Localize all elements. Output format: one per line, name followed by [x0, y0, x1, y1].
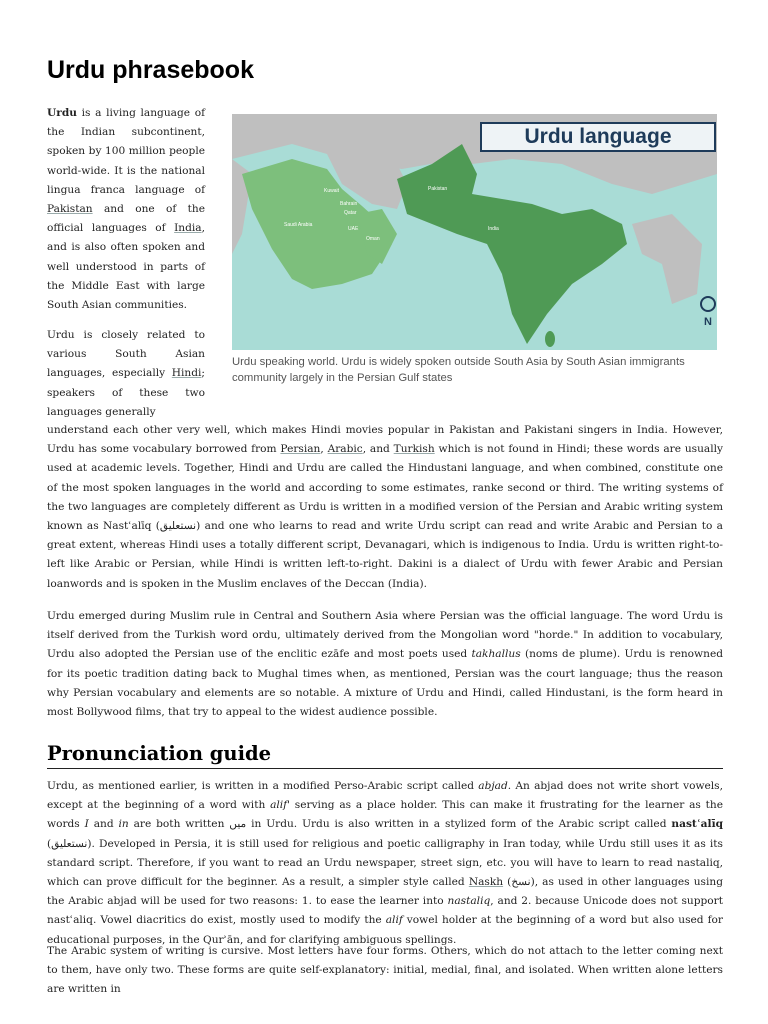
text: ' serving as a place holder. This can make it frustrating for the learner as the words	[47, 799, 723, 831]
intro-paragraph-2	[47, 326, 205, 422]
text: The Arabic system of writing is cursive. Most letters have four forms. Others, which do not attach to the letter coming next to them, have only two. These forms are quite self-explanatory: initial, medial, final, and isolated. When written alone letters are written in	[47, 945, 723, 996]
text: (نستعلیق). Developed in Persia, it is still used for religious and poetic calligraphy in Iran today, while Urdu still uses it as its standard script. Therefore, if you want to read an Urdu newspaper, street sign, etc. you will have to learn to read nastaliq, which can prove difficult for the beginner. As a result, a simpler style called	[47, 837, 723, 889]
label-saudi-arabia: Saudi Arabia	[284, 222, 313, 228]
pronunciation-paragraph-2	[47, 942, 723, 1000]
term-alif: alif	[270, 799, 288, 812]
label-pakistan: Pakistan	[428, 186, 448, 192]
text: and one of the official languages of	[47, 203, 205, 235]
term-takhallus: takhallus	[471, 648, 521, 661]
text: , and 2. because Unicode does not support nastʿaliq. Vowel diacritics do exist, mostly used to modify the	[47, 895, 723, 927]
text: , and	[362, 443, 394, 456]
text: Urdu, as mentioned earlier, is written in a modified Perso-Arabic script called	[47, 780, 479, 792]
map-caption: Urdu speaking world. Urdu is widely spoken outside South Asia by South Asian immigrants community largely in the Persian Gulf states	[232, 356, 685, 384]
intro-paragraph-3	[47, 607, 723, 722]
link-india[interactable]: India	[174, 222, 202, 235]
text: . An abjad does not write short vowels, except at the beginning of a word with	[47, 780, 723, 812]
term-nastaliq-italic: nastaliq	[447, 895, 491, 908]
land-sri-lanka	[545, 331, 555, 347]
text: which is not found in Hindi; these words are usually used at academic levels. Together, Hindi and Urdu are called the Hindustani language, and when combined, constitute one of the most spoken languages in the world and according to some estimates, ranke second or third. The writing systems of the two languages are completely different as Urdu is written in a modified version of the Persian and Arabic writing system known as Nastʿalīq (نستعلیق) and one who learns to read and write Urdu script can read and write Arabic and Persian to a great extent, whereas Hindi uses a totally different script, Devanagari, which is indigenous to India. Urdu is written right-to-left like Arabic or Persian, while Hindi is written left-to-right. Dakini is a dialect of Urdu with fewer Arabic and Persian loanwords and is spoken in the Muslim enclaves of the Deccan (India).	[47, 443, 724, 590]
link-pakistan[interactable]: Pakistan	[47, 203, 93, 216]
text: ; speakers of these two languages generally	[47, 367, 205, 418]
page-title: Urdu phrasebook	[47, 56, 254, 84]
term-abjad: abjad	[478, 780, 508, 792]
text: , and is also often spoken and well understood in parts of the Middle East with large South Asian communities.	[47, 222, 205, 312]
label-uae: UAE	[348, 226, 359, 232]
section-heading-pronunciation: Pronunciation guide	[47, 742, 723, 769]
text: ,	[320, 443, 328, 456]
term-alif-2: alif	[385, 914, 403, 927]
pronunciation-paragraph-1	[47, 777, 723, 950]
link-hindi[interactable]: Hindi	[171, 367, 202, 380]
map-figure	[232, 114, 717, 386]
term-i: I	[84, 818, 89, 831]
map-title: Urdu language	[480, 122, 716, 152]
text: (noms de plume). Urdu is renowned for its poetic tradition dating back to Mughal times when, as mentioned, Persian was the court language; thus the reason why Persian vocabulary and elements are so notable. A mixture of Urdu and Hindi, called Hindustani, is the form heard in most Bollywood films, that try to appeal to the widest audience possible.	[47, 648, 723, 719]
text: (نسخ), as used in other languages using the Arabic abjad will be used for two reasons: 1. to ease the learner into	[47, 876, 723, 908]
label-kuwait: Kuwait	[324, 188, 340, 194]
urdu-map-image[interactable]	[232, 114, 717, 350]
term-nastaliq: nastʿalīq	[671, 818, 723, 831]
intro-paragraph-1	[47, 104, 205, 315]
text: are both written میں in Urdu. Urdu is also written in a stylized form of the Arabic script called	[128, 818, 672, 831]
text: is a living language of the Indian subcontinent, spoken by 100 million people world-wide. It is the national lingua franca language of	[47, 107, 205, 196]
text: vowel holder at the beginning of a word but also used for educational purposes, in the Qurʾān, and for clarifying ambiguous spellings.	[47, 914, 723, 946]
label-india: India	[488, 226, 499, 232]
text: Urdu emerged during Muslim rule in Central and Southern Asia where Persian was the official language. The word Urdu is itself derived from the Turkish word ordu, ultimately derived from the Mongolian word "horde." In addition to vocabulary, Urdu also adopted the Persian use of the enclitic ezāfe and most poets used	[47, 610, 723, 661]
intro-paragraph-2-continued	[47, 421, 723, 594]
link-turkish[interactable]: Turkish	[393, 443, 435, 456]
text: Urdu is closely related to various South Asian languages, especially	[47, 329, 205, 380]
compass-icon	[700, 296, 716, 328]
compass-letter: N	[704, 316, 712, 328]
text: understand each other very well, which makes Hindi movies popular in Pakistan and Pakistani singers in India. However, Urdu has some vocabulary borrowed from	[47, 424, 723, 456]
term-in: in	[118, 818, 129, 831]
link-arabic[interactable]: Arabic	[327, 443, 363, 456]
text: and	[88, 818, 119, 831]
link-naskh[interactable]: Naskh	[468, 876, 504, 889]
link-persian[interactable]: Persian	[280, 443, 321, 456]
lead-term: Urdu	[47, 107, 77, 119]
label-bahrain: Bahrain	[340, 201, 358, 207]
label-qatar: Qatar	[344, 210, 357, 216]
label-oman: Oman	[366, 236, 380, 242]
